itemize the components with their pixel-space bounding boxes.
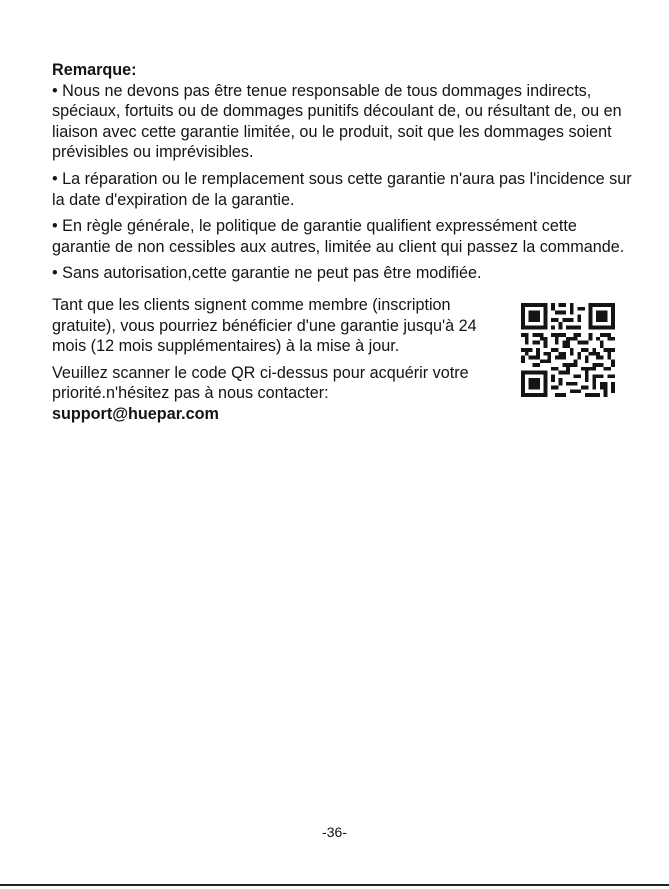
note-bullet-4: • Sans autorisation,cette garantie ne peut pas être modifiée. [52,264,482,283]
note-bullet-3: • En règle générale, le politique de garantie qualifient expressément cette garantie de non cessibles aux autres, limitée au client qui passez la commande. [52,217,625,256]
support-email[interactable]: support@huepar.com [52,404,219,423]
bottom-divider [0,884,669,886]
scan-instruction: Veuillez scanner le code QR ci-dessus pour acquérir votre priorité.n'hésitez pas à nous contacter: [52,363,469,403]
note-bullet-1: • Nous ne devons pas être tenue responsable de tous dommages indirects, spéciaux, fortuits ou de dommages punitifs découlant de, ou résultant de, ou en liaison avec cette garantie limitée, ou le produit, soit que les dommages soient prévisibles ou imprévisibles. [52,81,622,162]
membership-text: Tant que les clients signent comme membre (inscription gratuite), vous pourriez bénéficier d'une garantie jusqu'à 24 mois (12 mois supplémentaires) à la mise à jour. [52,295,477,356]
document-body [52,60,632,425]
note-heading: Remarque: [52,61,137,79]
note-bullet-2: • La réparation ou le remplacement sous cette garantie n'aura pas l'incidence sur la date d'expiration de la garantie. [52,169,632,209]
membership-section [52,295,632,425]
qr-code-icon[interactable] [521,303,615,397]
page-number: -36- [322,824,347,840]
